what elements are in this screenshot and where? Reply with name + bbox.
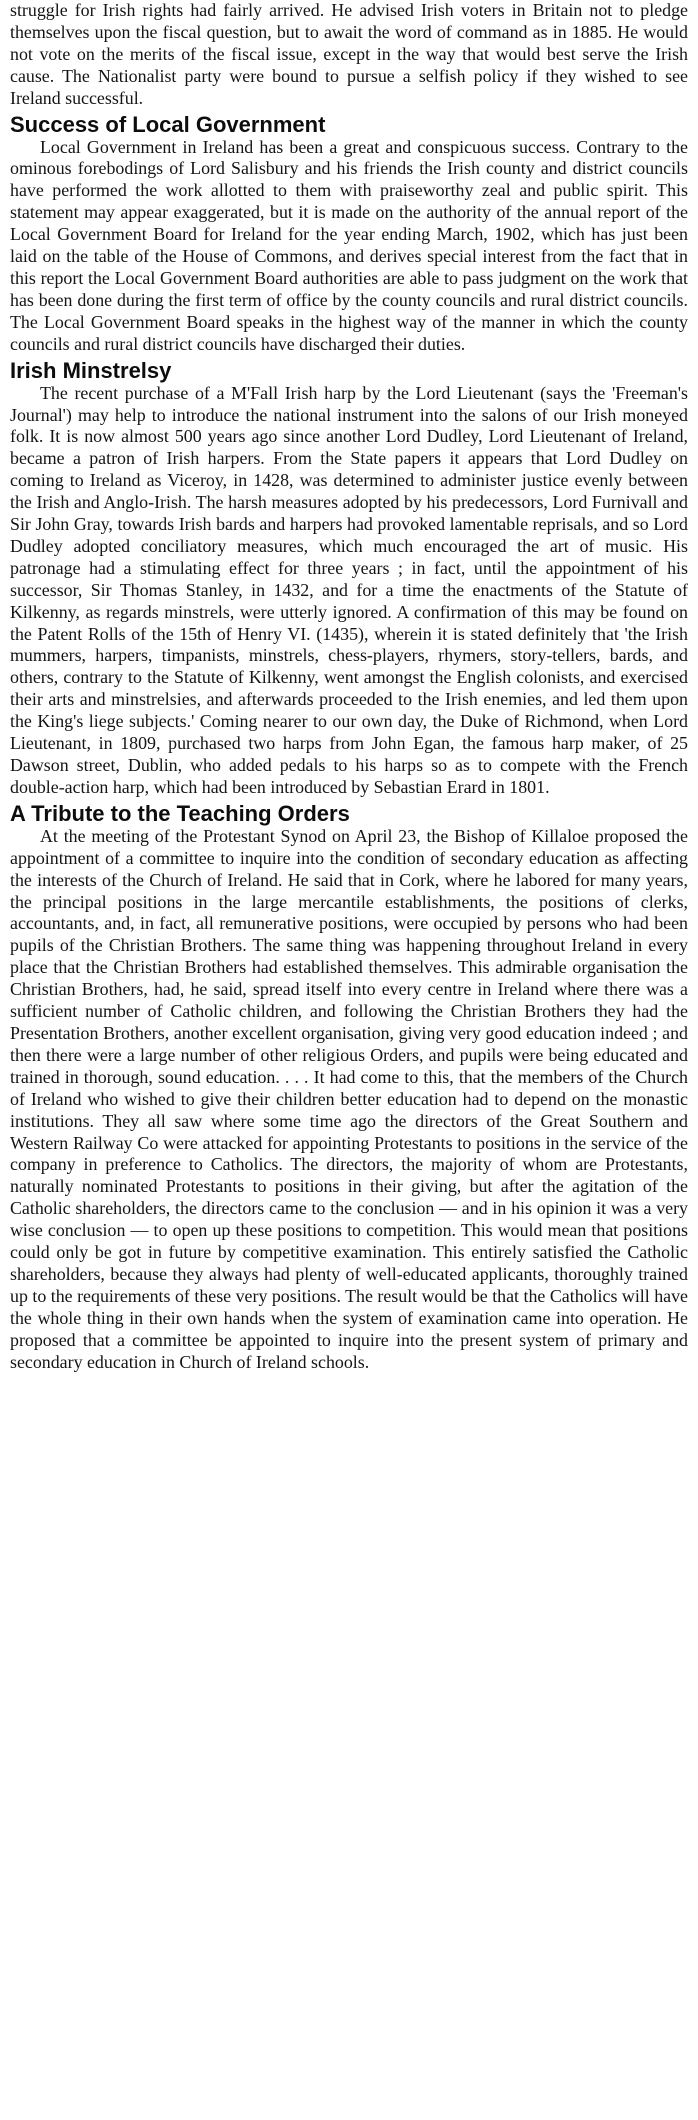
section-heading: Success of Local Government <box>10 111 326 137</box>
section-body: At the meeting of the Protestant Synod on April 23, the Bishop of Killaloe proposed the appointment of a committee to inquire into the condition of secondary education as affecting the interests of the Church of Ireland. He said that in Cork, where he labored for many years, the principal positions in the large mercantile establishments, the positions of clerks, accountants, and, in fact, all remunerative positions, were occupied by persons who had been pupils of the Christian Brothers. The same thing was happening throughout Ireland in every place that the Christian Brothers had established themselves. This admirable organisation the Christian Brothers, had, he said, spread itself into every centre in Ireland where there was a sufficient number of Catholic children, and following the Christian Brothers they had the Presentation Brothers, another excellent organisation, giving very good education indeed ; and then there were a large number of other religious Orders, and pupils were being educated and trained in thorough, sound education. . . . It had come to this, that the members of the Church of Ireland who wished to give their children better education had to depend on the monastic institutions. They all saw where some time ago the directors of the Great Southern and Western Railway Co were attacked for appointing Protestants to positions in the service of the company in preference to Catholics. The directors, the majority of whom are Protestants, naturally nominated Protestants to positions in their giving, but after the agitation of the Catholic shareholders, the directors came to the conclusion — and in his opinion it was a very wise conclusion — to open up these positions to competition. This would mean that positions could only be got in future by competitive examination. This entirely satisfied the Catholic shareholders, because they always had plenty of well-educated applicants, thoroughly trained up to the requirements of these very positions. The result would be that the Catholics will have the whole thing in their own hands when the system of examination came into operation. He proposed that a committee be appointed to inquire into the present system of primary and secondary education in Church of Ireland schools. <box>10 825 688 1372</box>
section-heading: A Tribute to the Teaching Orders <box>10 800 350 826</box>
section-local-government <box>10 113 688 356</box>
section-irish-minstrelsy <box>10 359 688 799</box>
section-body: Local Government in Ireland has been a great and conspicuous success. Contrary to the ominous forebodings of Lord Salisbury and his friends the Irish county and district councils have performed the work allotted to them with praiseworthy zeal and public spirit. This statement may appear exaggerated, but it is made on the authority of the annual report of the Local Government Board for Ireland for the year ending March, 1902, which has just been laid on the table of the House of Commons, and derives special interest from the fact that in this report the Local Government Board authorities are able to pass judgment on the work that has been done during the first term of office by the county councils and rural district councils. The Local Government Board speaks in the highest way of the manner in which the county councils and rural district councils have discharged their duties. <box>10 136 688 354</box>
section-teaching-orders <box>10 802 688 1374</box>
lead-paragraph: struggle for Irish rights had fairly arrived. He advised Irish voters in Britain not to pledge themselves upon the fiscal question, but to await the word of command as in 1885. He would not vote on the merits of the fiscal issue, except in the way that would best serve the Irish cause. The Nationalist party were bound to pursue a selfish policy if they wished to see Ireland successful. <box>10 0 688 108</box>
section-body: The recent purchase of a M'Fall Irish harp by the Lord Lieutenant (says the 'Freeman's Journal') may help to introduce the national instrument into the salons of our Irish moneyed folk. It is now almost 500 years ago since another Lord Dudley, Lord Lieutenant of Ireland, became a patron of Irish harpers. From the State papers it appears that Lord Dudley on coming to Ireland as Viceroy, in 1428, was determined to administer justice evenly between the Irish and Anglo-Irish. The harsh measures adopted by his predecessors, Lord Furnivall and Sir John Gray, towards Irish bards and harpers had provoked lamentable reprisals, and so Lord Dudley adopted conciliatory measures, which much encouraged the art of music. His patronage had a stimulating effect for three years ; in fact, until the appointment of his successor, Sir Thomas Stanley, in 1432, and for a time the enactments of the Statute of Kilkenny, as regards minstrels, were utterly ignored. A confirmation of this may be found on the Patent Rolls of the 15th of Henry VI. (1435), wherein it is stated definitely that 'the Irish mummers, harpers, timpanists, minstrels, chess-players, rhymers, story-tellers, bards, and others, contrary to the Statute of Kilkenny, went amongst the English colonists, and exercised their arts and minstrelsies, and afterwards proceeded to the Irish enemies, and led them upon the King's liege subjects.' Coming nearer to our own day, the Duke of Richmond, when Lord Lieutenant, in 1809, purchased two harps from John Egan, the famous harp maker, of 25 Dawson street, Dublin, who added pedals to his harps so as to compete with the French double-action harp, which had been introduced by Sebastian Erard in 1801. <box>10 382 688 797</box>
section-heading: Irish Minstrelsy <box>10 357 172 383</box>
